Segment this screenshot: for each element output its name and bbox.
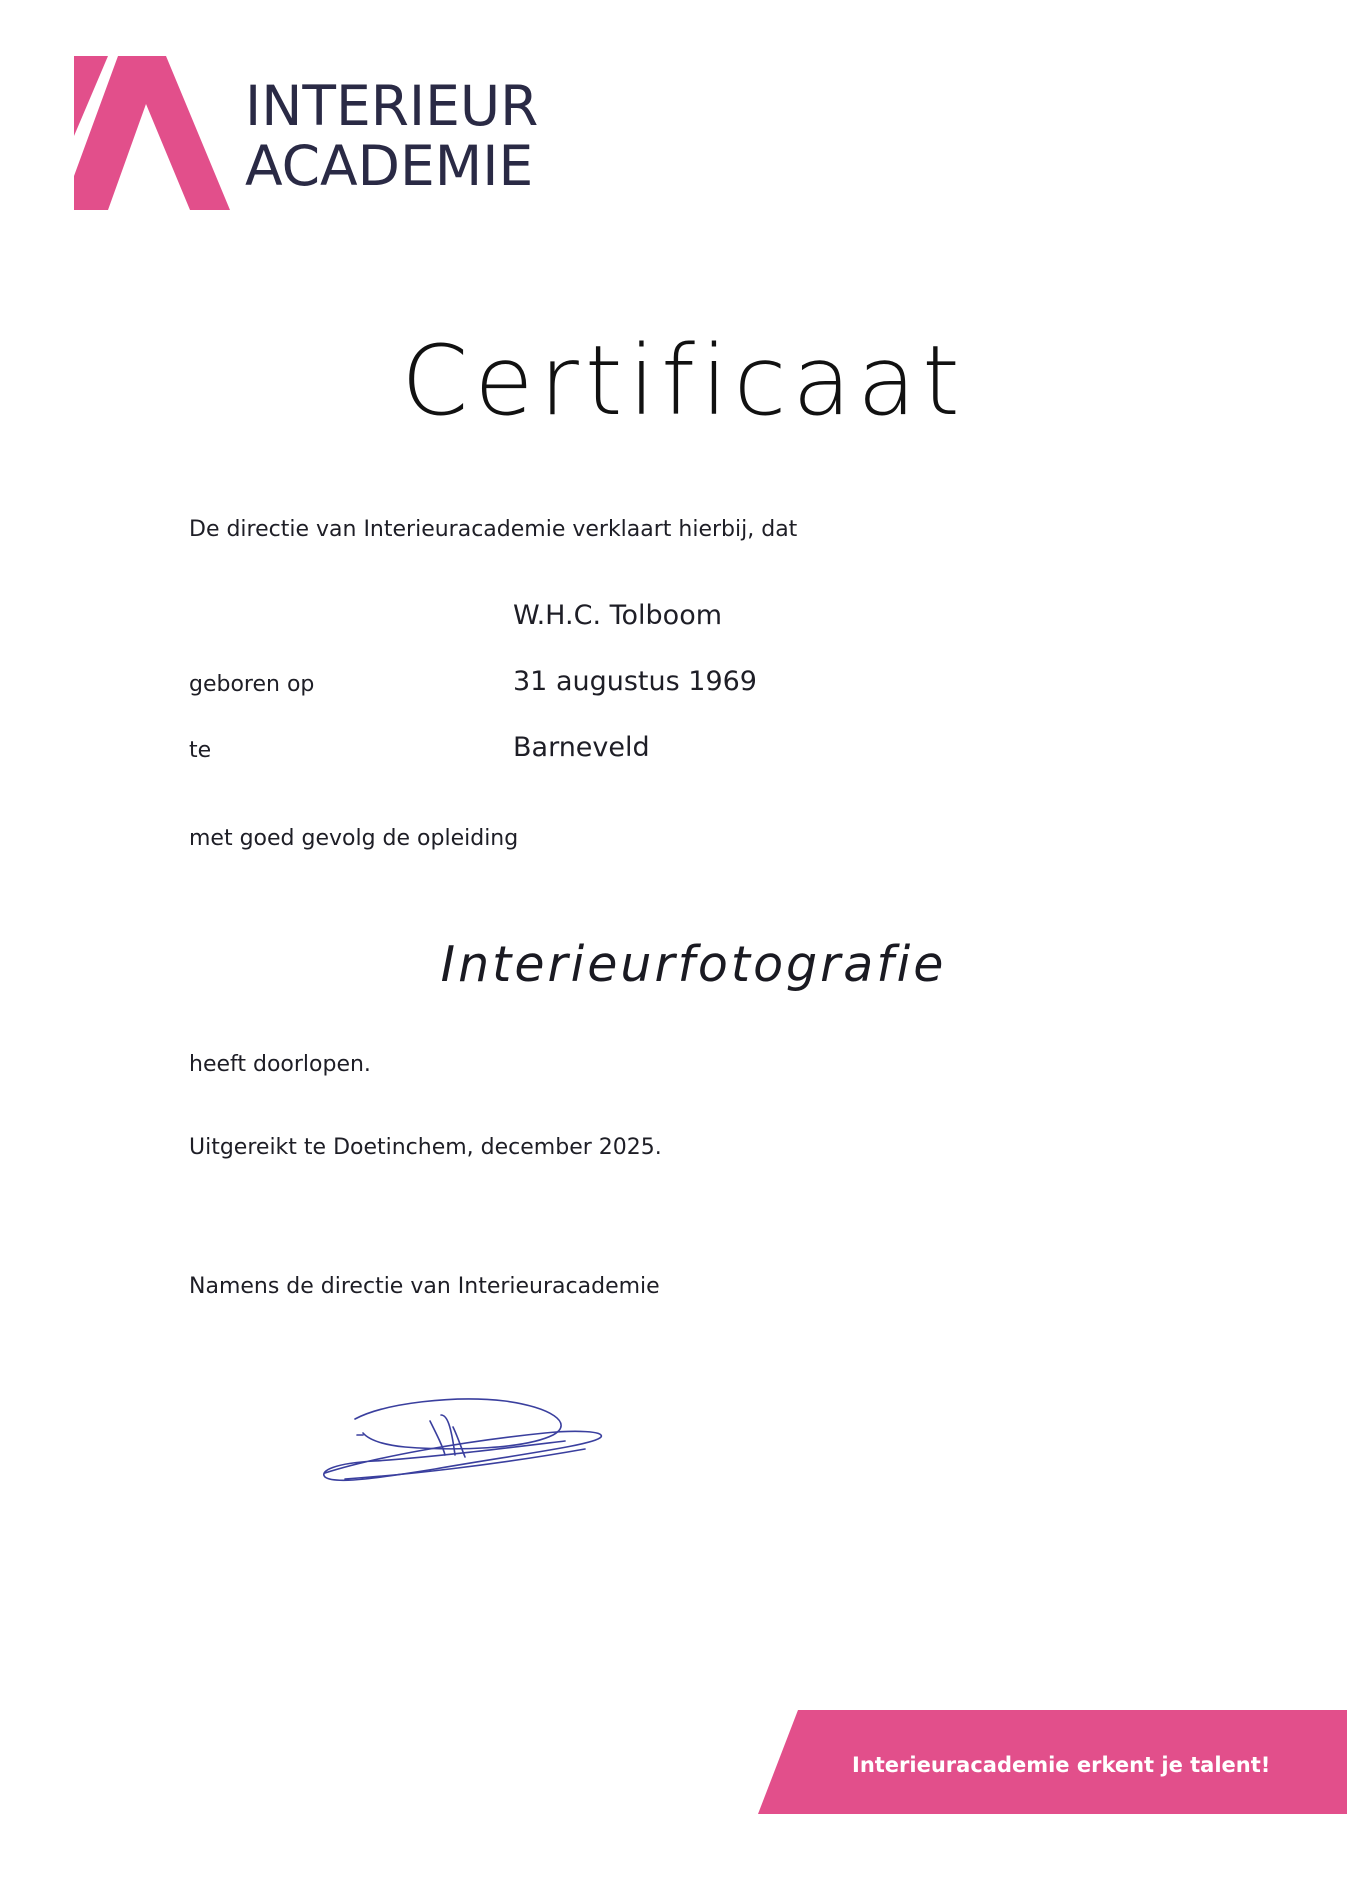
intro-text: De directie van Interieuracademie verklaart hierbij, dat — [189, 517, 798, 542]
completed-outro-text: heeft doorlopen. — [189, 1052, 371, 1077]
logo-line-2: ACADEMIE — [245, 134, 534, 198]
interieur-academie-logo-mark — [74, 56, 230, 210]
place-label: te — [189, 738, 212, 763]
birth-place: Barneveld — [513, 732, 650, 763]
birth-date: 31 augustus 1969 — [513, 666, 757, 697]
logo-line-1: INTERIEUR — [245, 74, 539, 138]
certificate-title: Certificaat — [401, 325, 966, 437]
slogan-text: Interieuracademie erkent je talent! — [852, 1753, 1271, 1777]
completed-intro-text: met goed gevolg de opleiding — [189, 826, 519, 851]
signature — [315, 1385, 615, 1505]
course-name: Interieurfotografie — [440, 936, 947, 993]
issued-text: Uitgereikt te Doetinchem, december 2025. — [189, 1135, 662, 1160]
on-behalf-text: Namens de directie van Interieuracademie — [189, 1274, 660, 1299]
birth-label: geboren op — [189, 672, 315, 697]
logo-wordmark — [245, 76, 538, 196]
recipient-name: W.H.C. Tolboom — [513, 600, 723, 631]
